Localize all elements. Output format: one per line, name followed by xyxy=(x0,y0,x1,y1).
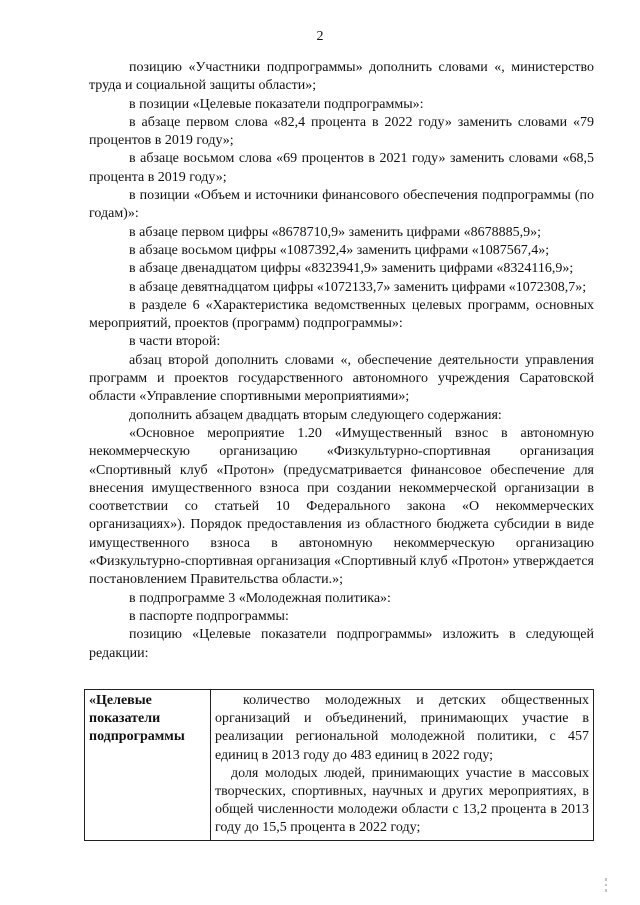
paragraph: дополнить абзацем двадцать вторым следующего содержания: xyxy=(129,407,502,423)
paragraph: в абзаце первом слова «82,4 процента в 2022 году» заменить словами «79 процентов в 2019 году»; xyxy=(89,114,594,149)
paragraph: в абзаце девятнадцатом цифры «1072133,7» заменить цифрами «1072308,7»; xyxy=(129,279,587,295)
document-body xyxy=(89,59,594,663)
scan-artifact xyxy=(603,878,609,892)
scan-artifact-icon xyxy=(603,878,609,892)
paragraph: в подпрограмме 3 «Молодежная политика»: xyxy=(129,590,391,606)
table-item: доля молодых людей, принимающих участие в массовых творческих, спортивных, научных и других мероприятиях, в общей численности молодежи области с 13,2 процента в 2013 году до 15,5 процента в 2022 году; xyxy=(215,765,589,836)
paragraph: позицию «Целевые показатели подпрограммы» изложить в следующей редакции: xyxy=(89,627,594,661)
paragraph: «Основное мероприятие 1.20 «Имущественный взнос в автономную некоммерческую организацию «Физкультурно-спортивная организация «Спортивный клуб «Протон» (предусматривается финансовое обеспечение для внесения имущественного взноса при создании некоммерческой организации в соответствии со статьей 10 Федерального закона «О некоммерческих организациях»). Порядок предоставления из областного бюджета субсидии в виде имущественного взноса в автономную некоммерческую организацию «Физкультурно-спортивная организация «Спортивный клуб «Протон» утверждается постановлением Правительства области.»; xyxy=(89,425,594,588)
page-number: 2 xyxy=(316,29,324,44)
table-content-cell xyxy=(211,690,594,841)
target-indicators-table xyxy=(84,689,594,841)
paragraph: в позиции «Целевые показатели подпрограммы»: xyxy=(129,96,424,112)
paragraph: в позиции «Объем и источники финансового обеспечения подпрограммы (по годам)»: xyxy=(89,188,594,222)
paragraph: в абзаце восьмом слова «69 процентов в 2021 году» заменить словами «68,5 процента в 2019 году»; xyxy=(89,151,594,185)
paragraph: позицию «Участники подпрограммы» дополнить словами «, министерство труда и социальной защиты области»; xyxy=(89,60,594,94)
paragraph: в разделе 6 «Характеристика ведомственных целевых программ, основных мероприятий, проектов (программ) подпрограммы»: xyxy=(89,297,594,332)
paragraph: в части второй: xyxy=(129,334,221,350)
table-item: количество молодежных и детских общественных организаций и объединений, принимающих участие в реализации региональной молодежной политики, с 457 единиц в 2013 году до 483 единиц в 2022 году; xyxy=(215,693,589,763)
paragraph: в абзаце первом цифры «8678710,9» заменить цифрами «8678885,9»; xyxy=(129,224,541,240)
table-label-cell: «Целевые показатели подпрограммы xyxy=(85,690,211,841)
table-row xyxy=(85,690,594,841)
paragraph: абзац второй дополнить словами «, обеспечение деятельности управления программ и проектов государственного автономного учреждения Саратовской области «Управление спортивными мероприятиями»; xyxy=(89,352,594,405)
paragraph: в паспорте подпрограммы: xyxy=(129,608,289,624)
paragraph: в абзаце восьмом цифры «1087392,4» заменить цифрами «1087567,4»; xyxy=(129,242,550,258)
paragraph: в абзаце двенадцатом цифры «8323941,9» заменить цифрами «8324116,9»; xyxy=(129,261,574,277)
